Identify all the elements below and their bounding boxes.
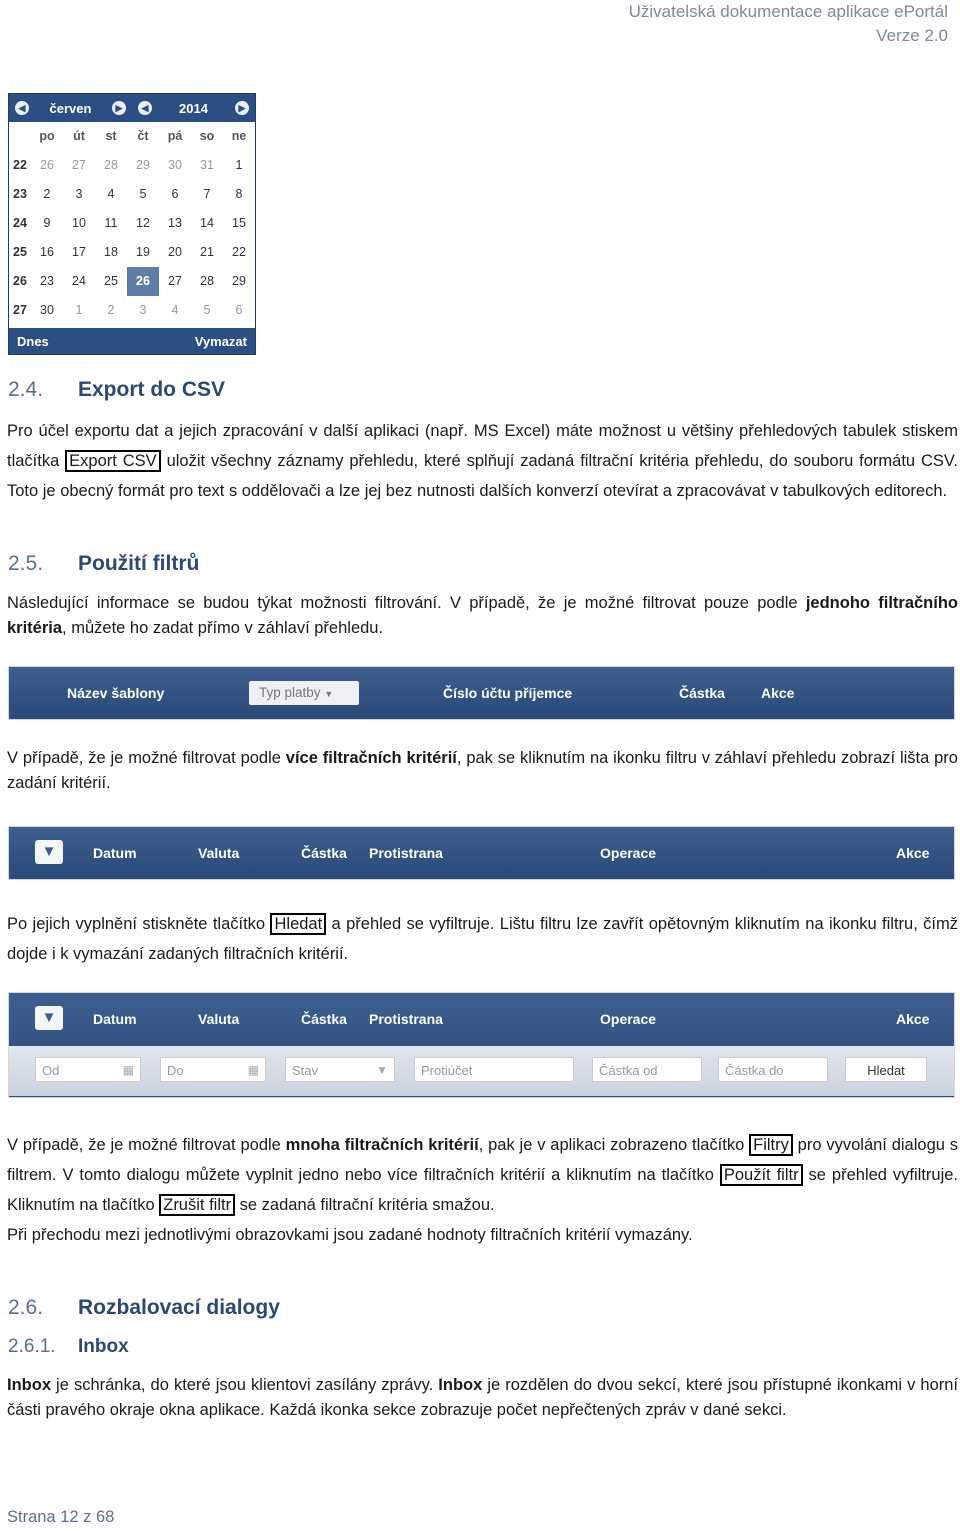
column-header-date[interactable]: Datum — [93, 1011, 137, 1027]
dropdown-value: Typ platby — [259, 685, 321, 700]
section-title: Export do CSV — [78, 378, 226, 401]
section-number: 2.6. — [8, 1296, 44, 1319]
paragraph-filters-intro — [7, 591, 958, 641]
placeholder: Protiúčet — [421, 1063, 473, 1078]
calendar-day[interactable]: 1 — [235, 158, 243, 172]
week-number: 22 — [13, 158, 27, 172]
calendar-day[interactable]: 28 — [104, 158, 118, 172]
text: se zadaná filtrační kritéria smažou. — [235, 1196, 495, 1214]
calendar-day[interactable]: 26 — [127, 267, 159, 296]
today-button[interactable]: Dnes — [17, 333, 49, 349]
calendar-day[interactable]: 1 — [75, 303, 83, 317]
column-header-template-name[interactable]: Název šablony — [67, 685, 165, 701]
text: Při přechodu mezi jednotlivými obrazovkami jsou zadané hodnoty filtračních kritérií vymazány. — [7, 1226, 693, 1244]
week-number: 24 — [13, 216, 27, 230]
calendar-day[interactable]: 23 — [40, 274, 54, 288]
filter-row — [9, 1046, 954, 1096]
page-footer: Strana 12 z 68 — [7, 1508, 115, 1526]
weekday-label: pá — [167, 129, 183, 143]
section-title: Použití filtrů — [78, 552, 200, 575]
placeholder: Od — [42, 1063, 60, 1078]
section-number: 2.4. — [8, 378, 44, 401]
calendar-day[interactable]: 11 — [104, 216, 118, 230]
cancel-filter-button-ref: Zrušit filtr — [159, 1194, 235, 1216]
text: se přehled vyfiltruje. Kliknutím na tlačítko — [7, 1166, 959, 1214]
date-from-input[interactable] — [35, 1057, 141, 1082]
counter-account-input[interactable] — [414, 1057, 574, 1082]
calendar-day[interactable]: 20 — [168, 245, 182, 259]
table-header-transactions — [8, 826, 955, 880]
filter-icon[interactable]: ▼ — [35, 840, 63, 864]
date-to-input[interactable] — [160, 1057, 266, 1082]
search-button[interactable]: Hledat — [845, 1057, 927, 1082]
text: Pro účel exportu dat a jejich zpracování v další aplikaci (např. MS Excel) máte možnost u většiny přehledových tabulek stiskem tlačítka — [7, 422, 958, 470]
bold-text: Inbox — [438, 1376, 483, 1394]
column-header-account[interactable]: Číslo účtu příjemce — [443, 685, 573, 701]
calendar-day[interactable]: 27 — [168, 274, 182, 288]
bold-text: více filtračních kritérií — [285, 749, 457, 767]
payment-type-dropdown[interactable] — [249, 681, 359, 705]
calendar-day[interactable]: 25 — [104, 274, 118, 288]
calendar-day[interactable]: 16 — [40, 245, 54, 259]
export-csv-button-ref: Export CSV — [65, 450, 161, 472]
calendar-day[interactable]: 31 — [200, 158, 214, 172]
filters-button-ref: Filtry — [749, 1134, 793, 1156]
text: , pak je v aplikaci zobrazeno tlačítko — [478, 1136, 750, 1154]
column-header-counterparty[interactable]: Protistrana — [369, 845, 443, 861]
prev-month-icon[interactable]: ◀ — [15, 101, 29, 115]
calendar-day[interactable]: 4 — [171, 303, 179, 317]
section-title: Inbox — [78, 1336, 129, 1357]
weekday-label: so — [199, 129, 215, 143]
status-select[interactable] — [285, 1057, 395, 1082]
bold-text: jednoho filtračního kritéria — [7, 594, 958, 637]
doc-header-version: Verze 2.0 — [876, 26, 948, 45]
calendar-day[interactable]: 24 — [72, 274, 86, 288]
text: , můžete ho zadat přímo v záhlaví přehledu. — [62, 619, 384, 637]
bold-text: mnoha filtračních kritérií — [285, 1136, 479, 1154]
calendar-day[interactable]: 7 — [203, 187, 211, 201]
column-header-actions: Akce — [896, 845, 930, 861]
column-header-amount[interactable]: Částka — [679, 685, 725, 701]
placeholder: Stav — [292, 1063, 319, 1078]
calendar-day[interactable]: 3 — [75, 187, 83, 201]
calendar-day[interactable]: 10 — [72, 216, 86, 230]
calendar-day[interactable]: 29 — [232, 274, 246, 288]
next-year-icon[interactable]: ▶ — [235, 101, 249, 115]
calendar-day[interactable]: 2 — [43, 187, 51, 201]
date-picker — [8, 93, 256, 355]
section-heading-2-6-1 — [8, 1336, 129, 1358]
paragraph-search — [7, 909, 958, 969]
column-header-amount[interactable]: Částka — [301, 1011, 347, 1027]
calendar-day[interactable]: 15 — [232, 216, 246, 230]
calendar-day[interactable]: 19 — [136, 245, 150, 259]
week-number: 27 — [13, 303, 27, 317]
table-header-templates — [8, 666, 955, 720]
calendar-day[interactable]: 18 — [104, 245, 118, 259]
placeholder: Částka od — [599, 1063, 658, 1078]
calendar-day[interactable]: 30 — [168, 158, 182, 172]
placeholder: Do — [167, 1063, 184, 1078]
amount-to-input[interactable] — [718, 1057, 828, 1082]
search-button-ref: Hledat — [270, 913, 326, 935]
weekday-label: ne — [231, 129, 247, 143]
text: Následující informace se budou týkat možnosti filtrování. V případě, že je možné filtrovat pouze podle — [7, 594, 806, 612]
calendar-day[interactable]: 27 — [72, 158, 86, 172]
filter-icon[interactable]: ▼ — [35, 1006, 63, 1030]
calendar-day[interactable]: 14 — [200, 216, 214, 230]
table-header-with-filters — [8, 992, 955, 1098]
text: uložit všechny záznamy přehledu, které splňují zadaná filtrační kritéria přehledu, do souboru formátu CSV. Toto je obecný formát pro text s oddělovači a lze jej bez nutnosti dalších konverzí otevírat a zpracovávat v tabulkových editorech. — [7, 452, 958, 500]
text: , pak se kliknutím na ikonku filtru v záhlaví přehledu zobrazí lišta pro zadání kritérií. — [7, 749, 958, 792]
calendar-icon[interactable]: ▦ — [247, 1063, 259, 1077]
column-header-value-date[interactable]: Valuta — [198, 845, 240, 861]
calendar-day[interactable]: 6 — [235, 303, 243, 317]
calendar-day[interactable]: 21 — [200, 245, 214, 259]
week-number: 23 — [13, 187, 27, 201]
week-number: 26 — [13, 274, 27, 288]
calendar-day[interactable]: 3 — [139, 303, 147, 317]
paragraph-inbox — [7, 1373, 958, 1423]
calendar-day[interactable]: 8 — [235, 187, 243, 201]
section-heading-2-5 — [8, 552, 199, 576]
calendar-day[interactable]: 9 — [43, 216, 51, 230]
text: pro vyvolání dialogu s filtrem. V tomto dialogu můžete vyplnit jedno nebo více filtračních kritérií a kliknutím na tlačítko — [7, 1136, 958, 1184]
year-label: 2014 — [179, 100, 208, 116]
weekday-label: st — [105, 129, 117, 143]
column-header-date[interactable]: Datum — [93, 845, 137, 861]
text: a přehled se vyfiltruje. Lištu filtru lze zavřít opětovným kliknutím na ikonku filtru, čímž dojde i k vymazání zadaných filtračních kritérií. — [7, 915, 959, 963]
calendar-day[interactable]: 28 — [200, 274, 214, 288]
weekday-label: čt — [137, 129, 149, 143]
calendar-day[interactable]: 17 — [72, 245, 86, 259]
bold-text: Inbox — [7, 1376, 51, 1394]
calendar-grid — [9, 122, 255, 325]
week-corner — [9, 122, 31, 151]
weekday-label: út — [73, 129, 85, 143]
chevron-down-icon: ▼ — [376, 1063, 388, 1077]
clear-button[interactable]: Vymazat — [194, 333, 247, 349]
calendar-day[interactable]: 22 — [232, 245, 246, 259]
calendar-day[interactable]: 29 — [136, 158, 150, 172]
weekday-label: po — [39, 129, 55, 143]
section-heading-2-4 — [8, 378, 225, 402]
column-header-operation[interactable]: Operace — [600, 1011, 657, 1027]
paragraph-export — [7, 416, 958, 506]
amount-from-input[interactable] — [592, 1057, 702, 1082]
section-heading-2-6 — [8, 1296, 280, 1320]
month-label: červen — [49, 100, 92, 116]
text: V případě, že je možné filtrovat podle — [7, 1136, 286, 1154]
next-month-icon[interactable]: ▶ — [112, 101, 126, 115]
calendar-day[interactable]: 5 — [203, 303, 211, 317]
date-picker-header — [9, 94, 255, 122]
paragraph-filter-dialog — [7, 1130, 958, 1250]
text: Po jejich vyplnění stiskněte tlačítko — [7, 915, 271, 933]
calendar-day[interactable]: 4 — [107, 187, 115, 201]
column-header-amount[interactable]: Částka — [301, 845, 347, 861]
apply-filter-button-ref: Použít filtr — [720, 1164, 803, 1186]
date-picker-footer — [9, 328, 255, 354]
calendar-day[interactable]: 2 — [107, 303, 115, 317]
column-header-counterparty[interactable]: Protistrana — [369, 1011, 443, 1027]
column-header-actions: Akce — [761, 685, 795, 701]
column-header-actions: Akce — [896, 1011, 930, 1027]
section-title: Rozbalovací dialogy — [78, 1296, 280, 1319]
calendar-day[interactable]: 30 — [40, 303, 54, 317]
text: je rozdělen do dvou sekcí, které jsou přístupné ikonkami v horní části pravého okraje okna aplikace. Každá ikonka sekce zobrazuje počet nepřečtených zpráv v dané sekci. — [7, 1376, 958, 1419]
calendar-day[interactable]: 12 — [136, 216, 150, 230]
section-number: 2.5. — [8, 552, 44, 575]
chevron-down-icon: ▼ — [324, 689, 334, 699]
text: je schránka, do které jsou klientovi zasílány zprávy. — [51, 1376, 439, 1394]
calendar-day[interactable]: 26 — [40, 158, 54, 172]
calendar-day[interactable]: 13 — [168, 216, 182, 230]
section-number: 2.6.1. — [8, 1336, 56, 1357]
column-header-operation[interactable]: Operace — [600, 845, 657, 861]
text: V případě, že je možné filtrovat podle — [7, 749, 286, 767]
week-number: 25 — [13, 245, 27, 259]
date-picker-body — [9, 122, 255, 328]
paragraph-multi-filter — [7, 746, 958, 796]
column-header-value-date[interactable]: Valuta — [198, 1011, 240, 1027]
prev-year-icon[interactable]: ◀ — [138, 101, 152, 115]
calendar-icon[interactable]: ▦ — [122, 1063, 134, 1077]
calendar-day[interactable]: 5 — [139, 187, 147, 201]
placeholder: Částka do — [725, 1063, 784, 1078]
doc-header-title: Uživatelská dokumentace aplikace ePortál — [628, 2, 948, 21]
calendar-day[interactable]: 6 — [171, 187, 179, 201]
